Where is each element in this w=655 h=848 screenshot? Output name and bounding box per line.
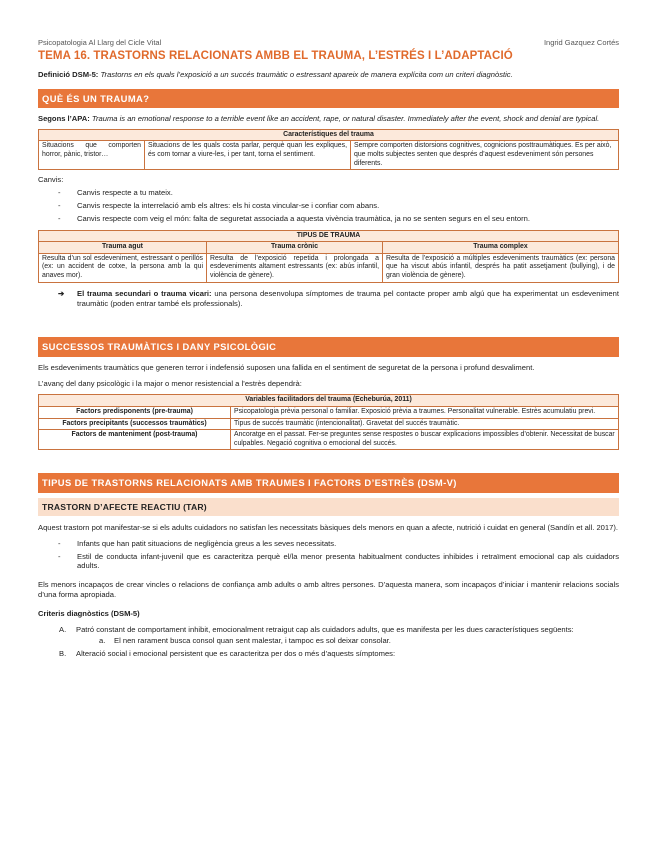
facilitating-variables-table [38, 394, 619, 450]
trauma-types-table [38, 230, 619, 283]
criterion-text: Patró constant de comportament inhibit, emocionalment retraigut cap als cuidadors adults, que es manifesta per les dues característiques següents: [76, 624, 574, 634]
traumatic-events-paragraph: Els esdeveniments traumàtics que generen terror i indefensió suposen una fallida en el sentiment de seguretat de la persona i profund desvaliment. [38, 362, 535, 372]
secondary-trauma-note [38, 289, 619, 309]
tar-paragraph: Els menors incapaços de crear vincles o relacions de confiança amb adults o amb altres persones. D’aquesta manera, som incapaços d’iniciar i mantenir relacions socials d’una forma apropiada. [38, 580, 619, 600]
tar-intro-paragraph: Aquest trastorn pot manifestar-se si els adults cuidadors no satisfan les necessitats bàsiques dels menors en quan a afecte, nutrició i cuidat en general (Sandín et all. 2017). [38, 522, 618, 532]
psychological-damage-paragraph: L’avanç del dany psicològic i la major o menor resistencial a l’estrès dependrà: [38, 379, 302, 389]
characteristic-cell: Situacions de les quals costa parlar, perquè quan les expliques, és com tornar a viure-les, i per tant, torna el sentiment. [145, 141, 351, 170]
criterion-marker: a. [99, 635, 106, 645]
list-item: - Canvis respecte com veig el món: falta de seguretat associada a aquesta vivència traumàtica, ja no se senten segurs en el seu entorn. [38, 214, 619, 224]
factor-label: Factors precipitants (successos traumàtics) [39, 418, 231, 430]
trauma-types-header: TIPUS DE TRAUMA [39, 230, 619, 242]
document-page [38, 38, 619, 658]
criteria-list [38, 625, 619, 659]
definition-label: Definició DSM-5: [38, 69, 99, 79]
criterion-text: El nen rarament busca consol quan sent malestar, i tampoc es sol deixar consolar. [114, 635, 391, 645]
characteristic-cell: Sempre comporten distorsions cognitives, cognicions posttraumàtiques. Es per això, que molts subjectes senten que després d’aquest esdeveniment són persones diferents. [351, 141, 619, 170]
criterion-marker: A. [59, 624, 67, 634]
secondary-trauma-text: una persona desenvolupa símptomes de trauma pel contacte proper amb algú que ha experimentat un esdeveniment traumàtic (poden entrar també els professionals). [77, 288, 619, 308]
characteristics-header: Característiques del trauma [39, 129, 619, 141]
factor-text: Psicopatologia prèvia personal o familiar. Exposició prèvia a traumes. Personalitat vulnerable. Estrès acumulatiu previ. [231, 406, 619, 418]
factor-label: Factors predisponents (pre-trauma) [39, 406, 231, 418]
criteria-label: Criteris diagnòstics (DSM-5) [38, 609, 140, 619]
factor-label: Factors de manteniment (post-trauma) [39, 430, 231, 450]
list-item: - Canvis respecte la interrelació amb els altres: els hi costa vincular-se i confiar com abans. [38, 201, 619, 211]
factor-text: Tipus de succés traumàtic (intencionalitat). Gravetat del succés traumàtic. [231, 418, 619, 430]
characteristic-cell: Situacions que comporten horror, pànic, tristor… [39, 141, 145, 170]
list-item: - Canvis respecte a tu mateix. [38, 188, 619, 198]
header-author: Ingrid Gazquez Cortés [543, 38, 619, 47]
subsection-heading-tar: TRASTORN D’AFECTE REACTIU (TAR) [38, 498, 619, 516]
column-header: Trauma crònic [207, 242, 383, 254]
list-item: - Infants que han patit situacions de negligència greus a les seves necessitats. [38, 539, 619, 549]
dsm5-definition [38, 70, 619, 80]
canvis-label: Canvis: [38, 175, 64, 185]
arrow-icon: ➔ [58, 288, 65, 298]
secondary-trauma-label: El trauma secundari o trauma vicari: [77, 288, 212, 298]
variables-header: Variables facilitadors del trauma (Echeburúa, 2011) [39, 395, 619, 407]
criterion-marker: B. [59, 648, 67, 658]
column-header: Trauma agut [39, 242, 207, 254]
apa-label: Segons l’APA: [38, 113, 90, 123]
trauma-type-cell: Resulta de l’exposició a múltiples esdeveniments traumàtics (ex: persona que ha viscut abús infantil, després ha patit assetjament (bullying), i de gran violència de gènere). [383, 253, 619, 282]
criterion-text: Alteració social i emocional persistent que es caracteritza per dos o més d’aquests símptomes: [76, 648, 396, 658]
header-course: Psicopatologia Al Llarg del Cicle Vital [38, 38, 162, 47]
apa-definition [38, 114, 619, 124]
page-title: TEMA 16. TRASTORNS RELACIONATS AMBB EL TRAUMA, L’ESTRÉS I L’ADAPTACIÓ [38, 49, 513, 62]
section-heading-traumatic-events: SUCCESSOS TRAUMÀTICS I DANY PSICOLÒGIC [38, 337, 619, 356]
criterion-item [38, 625, 619, 635]
criterion-item [38, 649, 619, 659]
canvis-list [38, 188, 619, 224]
definition-text: Trastorns en els quals l’exposició a un succés traumàtic o estressant apareix de manera explícita com un criteri diagnòstic. [100, 69, 513, 79]
trauma-characteristics-table [38, 129, 619, 171]
running-header [38, 38, 619, 48]
trauma-type-cell: Resulta de l’exposició repetida i prolongada a esdeveniments altament estressants (ex: abús infantil, violència de gènere). [207, 253, 383, 282]
list-item: - Estil de conducta infant-juvenil que es caracteritza perquè el/la menor presenta habitualment conductes inhibides i retraïment emocional cap als cuidadors adults. [38, 552, 619, 572]
tar-bullet-list [38, 539, 619, 572]
apa-text: Trauma is an emotional response to a terrible event like an accident, rape, or natural disaster. Immediately after the event, shock and denial are typical. [91, 113, 600, 123]
section-heading-disorders: TIPUS DE TRASTORNS RELACIONATS AMB TRAUMES I FACTORS D’ESTRÈS (DSM-V) [38, 473, 619, 492]
trauma-type-cell: Resulta d’un sol esdeveniment, estressant o perillós (ex: un accident de cotxe, la persona amb la qui anaves mor). [39, 253, 207, 282]
column-header: Trauma complex [383, 242, 619, 254]
section-heading-trauma: QUÈ ÉS UN TRAUMA? [38, 89, 619, 108]
criterion-item [38, 636, 619, 646]
factor-text: Ancoratge en el passat. Fer-se preguntes sense respostes o buscar explicacions impossibles d’obtenir. Necessitat de buscar culpables. Negació cognitiva o emocional del succés. [231, 430, 619, 450]
